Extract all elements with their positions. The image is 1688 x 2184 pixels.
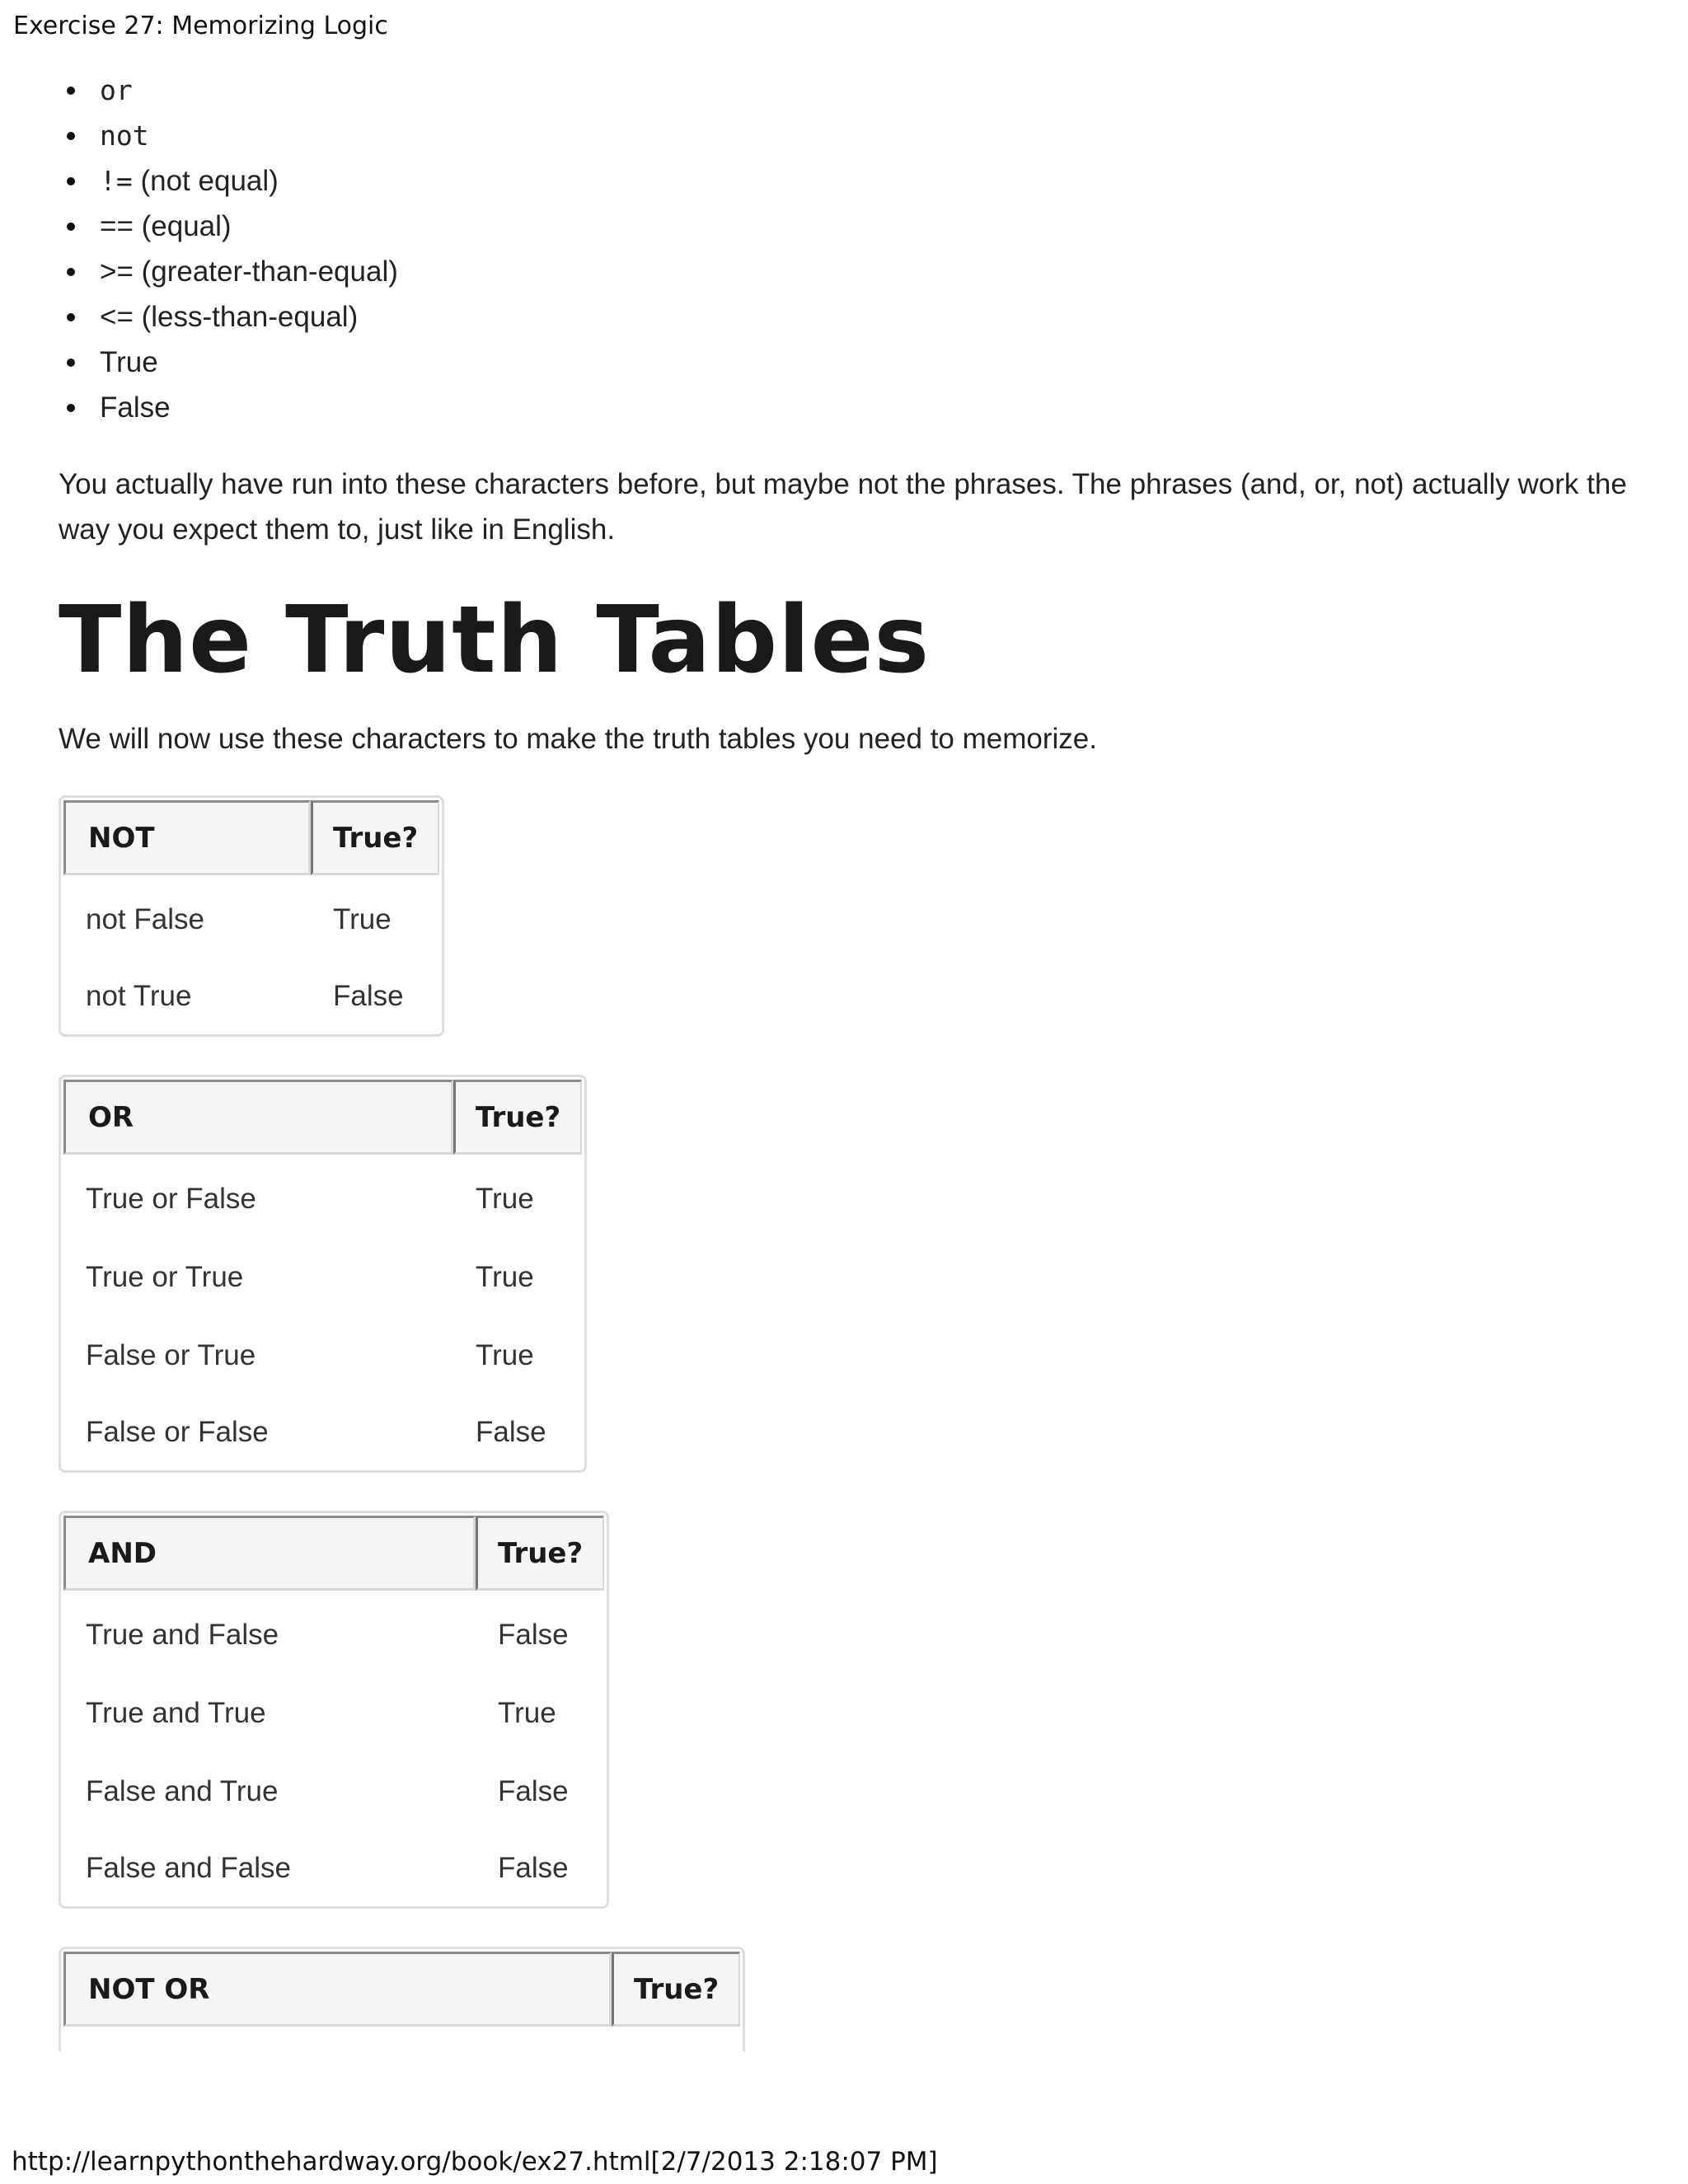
bullet-icon xyxy=(67,268,75,276)
operator-desc: >= (greater-than-equal) xyxy=(100,255,398,288)
table-header-expression: NOT OR xyxy=(63,1952,612,2027)
expression-cell: True and False xyxy=(86,1618,279,1651)
empty-cell xyxy=(612,2027,740,2051)
operator-code: != xyxy=(100,165,133,197)
expression-cell: not False xyxy=(86,902,204,935)
table-header-expression: NOT xyxy=(63,800,311,875)
list-item xyxy=(59,338,1633,383)
table-header-expression: OR xyxy=(63,1080,453,1155)
table-header-result: True? xyxy=(476,1516,604,1591)
bullet-icon xyxy=(67,177,75,185)
table-header-result: True? xyxy=(612,1952,740,2027)
table-row xyxy=(63,1155,582,1238)
operator-desc: == (equal) xyxy=(100,210,232,242)
result-cell: True xyxy=(333,902,392,935)
not-or-truth-table xyxy=(59,1947,745,2051)
result-cell: True xyxy=(498,1696,556,1729)
bullet-icon xyxy=(67,313,75,321)
bullet-icon xyxy=(67,223,75,231)
table-header-expression: AND xyxy=(63,1516,476,1591)
table-row xyxy=(63,1830,604,1906)
operator-desc: True xyxy=(100,346,158,378)
result-cell: True xyxy=(476,1338,534,1371)
table-row xyxy=(63,1752,604,1830)
result-cell: False xyxy=(498,1774,569,1807)
table-row xyxy=(63,1316,582,1394)
list-item xyxy=(59,111,1633,157)
expression-cell: True and True xyxy=(86,1696,266,1729)
print-footer-url: http://learnpythonthehardway.org/book/ex27.html[2/7/2013 2:18:07 PM] xyxy=(12,2147,938,2177)
list-item xyxy=(59,247,1633,293)
expression-cell: False and False xyxy=(86,1852,292,1884)
result-cell: False xyxy=(476,1416,546,1448)
expression-cell: False and True xyxy=(86,1774,279,1807)
print-header: Exercise 27: Memorizing Logic xyxy=(13,12,388,40)
expression-cell: True or True xyxy=(86,1260,244,1293)
not-truth-table xyxy=(59,795,444,1037)
operator-code: not xyxy=(100,120,149,152)
table-header-result: True? xyxy=(311,800,439,875)
or-truth-table xyxy=(59,1075,587,1473)
bullet-icon xyxy=(67,132,75,140)
table-row xyxy=(63,1591,604,1674)
expression-cell: True or False xyxy=(86,1182,256,1215)
result-cell: False xyxy=(498,1618,569,1651)
truth-tables xyxy=(59,795,1633,2051)
result-cell: True xyxy=(476,1260,534,1293)
table-row xyxy=(63,1674,604,1752)
bullet-icon xyxy=(67,404,75,412)
result-cell: False xyxy=(498,1852,569,1884)
expression-cell: False or True xyxy=(86,1338,256,1371)
operator-list xyxy=(59,66,1633,429)
explanation-paragraph: You actually have run into these characters before, but maybe not the phrases. The phrases (and, or, not) actually work the way you expect them to, just like in English. xyxy=(59,468,1627,546)
and-truth-table xyxy=(59,1511,609,1909)
bullet-icon xyxy=(67,359,75,367)
table-row xyxy=(63,1394,582,1470)
expression-cell: not True xyxy=(86,980,192,1012)
list-item xyxy=(59,157,1633,202)
table-header-result: True? xyxy=(453,1080,582,1155)
intro-paragraph: We will now use these characters to make the truth tables you need to memorize. xyxy=(59,723,1097,755)
list-item xyxy=(59,383,1633,429)
empty-cell xyxy=(63,2027,612,2051)
page-content xyxy=(59,66,1633,2089)
bullet-icon xyxy=(67,87,75,95)
table-row xyxy=(63,2027,740,2051)
operator-code: or xyxy=(100,74,133,106)
expression-cell: False or False xyxy=(86,1416,269,1448)
operator-desc: False xyxy=(100,391,171,424)
table-row xyxy=(63,875,439,958)
section-title: The Truth Tables xyxy=(59,587,931,694)
table-row xyxy=(63,1238,582,1316)
operator-desc: <= (less-than-equal) xyxy=(100,301,359,333)
result-cell: True xyxy=(476,1182,534,1215)
list-item xyxy=(59,293,1633,338)
operator-desc: (not equal) xyxy=(132,165,279,197)
list-item xyxy=(59,66,1633,111)
list-item xyxy=(59,202,1633,247)
table-row xyxy=(63,958,439,1034)
result-cell: False xyxy=(333,980,404,1012)
